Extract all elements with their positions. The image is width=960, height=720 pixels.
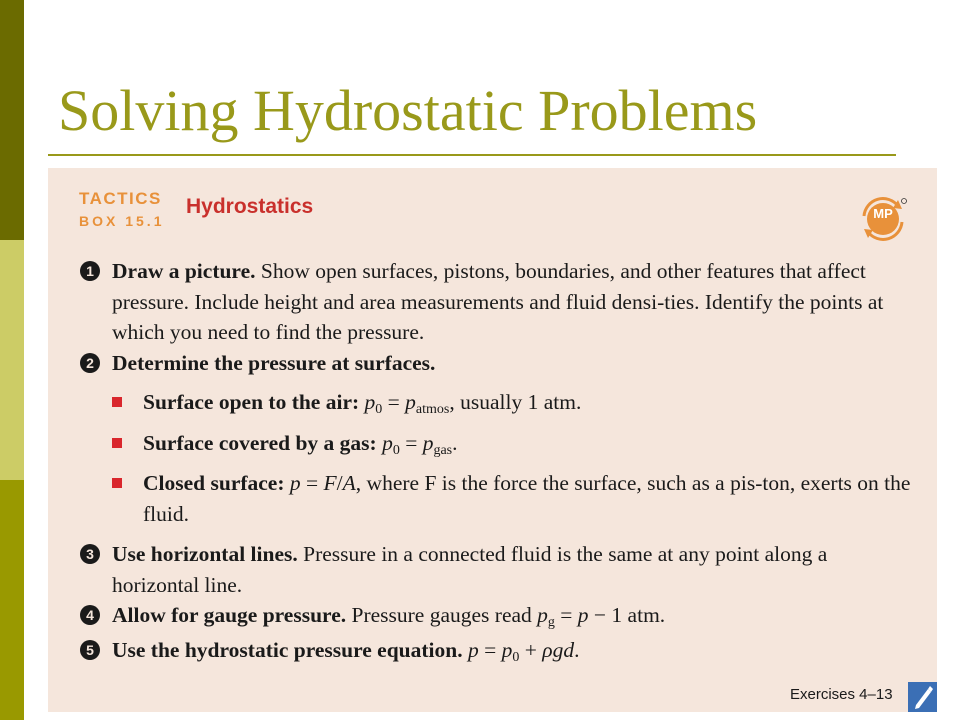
step-text: Pressure gauges read [346, 603, 538, 627]
bullet-square-icon [112, 397, 122, 407]
bullet-lead: Surface open to the air: [143, 390, 360, 414]
step-number: 5 [80, 640, 100, 660]
sidebar-block-olive [0, 480, 24, 720]
bullet-lead: Closed surface: [143, 471, 285, 495]
bullet-gas-surface [80, 428, 912, 463]
bullet-formula: p0 = patmos [364, 390, 450, 417]
pencil-icon [908, 678, 937, 712]
step-lead: Use horizontal lines. [112, 542, 298, 566]
page-title: Solving Hydrostatic Problems [58, 78, 758, 143]
tactics-content [80, 256, 912, 669]
tactics-label-line2: BOX 15.1 [79, 213, 165, 229]
bullet-text: , usually 1 atm. [449, 390, 582, 414]
mp-badge-icon [858, 194, 908, 244]
step-lead: Draw a picture. [112, 259, 256, 283]
bullet-square-icon [112, 438, 122, 448]
step-5 [80, 635, 912, 670]
step-number: 1 [80, 261, 100, 281]
tactics-box-heading: Hydrostatics [186, 195, 314, 218]
step-lead: Determine the pressure at surfaces. [112, 350, 436, 375]
step-2 [80, 348, 912, 379]
step-1 [80, 256, 912, 348]
step-number: 4 [80, 605, 100, 625]
bullet-formula: p = F/A [289, 471, 356, 495]
tactics-label-line1: TACTICS [79, 189, 162, 208]
step-text: Pressure in a connected fluid is the same at any point along a horizontal line. [112, 542, 828, 597]
sidebar-block-dark [0, 0, 24, 240]
bullet-lead: Surface covered by a gas: [143, 430, 377, 455]
step-lead: Use the hydrostatic pressure equation. [112, 637, 463, 662]
tactics-box-label [79, 188, 164, 232]
bullet-open-surface [80, 387, 912, 422]
surface-bullets [80, 387, 912, 529]
sidebar-stripe [0, 0, 24, 720]
sidebar-block-light [0, 240, 24, 480]
bullet-text: , where F is the force the surface, such as a pis-ton, exerts on the fluid. [143, 471, 911, 526]
bullet-square-icon [112, 478, 122, 488]
step-number: 3 [80, 544, 100, 564]
step-3 [80, 539, 912, 600]
tactics-box [48, 168, 937, 712]
step-text: Show open surfaces, pistons, boundaries, and other features that affect pressure. Include height and area measurements and fluid densi-ties. Identify the points at which you need to find the pressure. [112, 259, 884, 344]
title-divider [48, 154, 896, 156]
bullet-closed-surface [80, 468, 912, 529]
step-4 [80, 600, 912, 635]
hydrostatic-formula: p = p0 + ρgd. [467, 637, 580, 665]
step-lead: Allow for gauge pressure. [112, 603, 347, 627]
gauge-formula: pg = p − 1 atm. [537, 603, 666, 630]
step-number: 2 [80, 353, 100, 373]
bullet-formula: p0 = pgas. [382, 430, 458, 458]
mp-badge-label: MP [873, 206, 893, 221]
exercises-reference: Exercises 4–13 [790, 686, 893, 703]
